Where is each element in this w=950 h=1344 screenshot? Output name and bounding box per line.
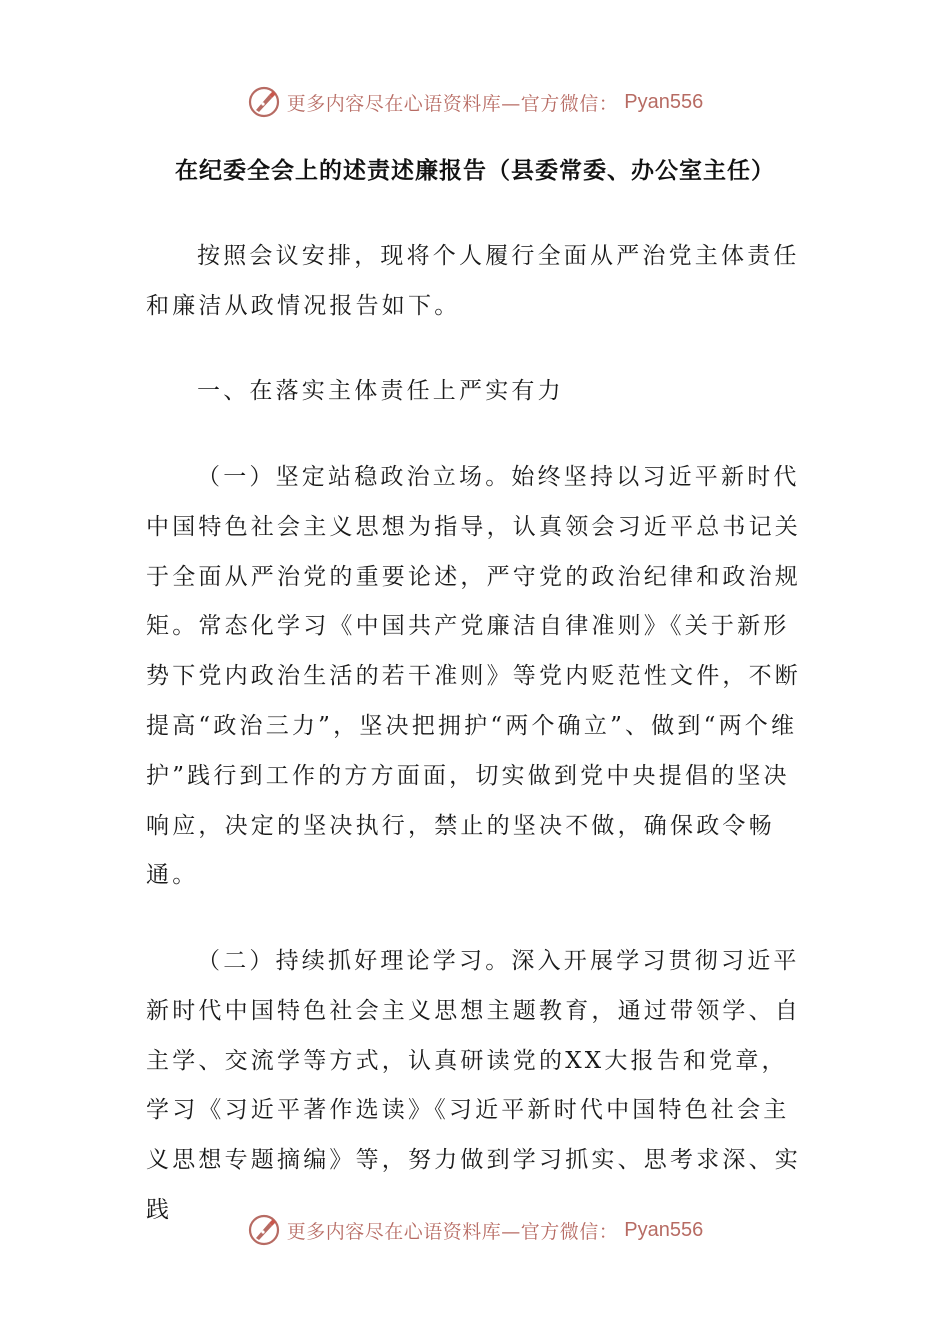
banner-wechat-id: Pyan556 bbox=[624, 90, 704, 113]
footer-banner bbox=[0, 1210, 950, 1250]
banner-wechat-id: Pyan556 bbox=[624, 1218, 704, 1241]
pen-nib-logo-icon bbox=[247, 1213, 281, 1247]
banner-text: 更多内容尽在心语资料库—官方微信： bbox=[286, 1220, 619, 1243]
section-heading-1: 一、在落实主体责任上严实有力 bbox=[197, 378, 564, 404]
pen-nib-logo-icon bbox=[247, 85, 281, 119]
paragraph-point-2: （二）持续抓好理论学习。深入开展学习贯彻习近平新时代中国特色社会主义思想主题教育，通过带领学、自主学、交流学等方式，认真研读党的XX大报告和党章，学习《习近平著作选读》《习近平新时代中国特色社会主义思想专题摘编》等，努力做到学习抓实、思考求深、实践 bbox=[146, 948, 801, 1223]
header-banner bbox=[0, 82, 950, 122]
banner-text: 更多内容尽在心语资料库—官方微信： bbox=[286, 92, 619, 115]
document-title: 在纪委全会上的述责述廉报告（县委常委、办公室主任） bbox=[175, 157, 775, 184]
paragraph-point-1: （一）坚定站稳政治立场。始终坚持以习近平新时代中国特色社会主义思想为指导，认真领会习近平总书记关于全面从严治党的重要论述，严守党的政治纪律和政治规矩。常态化学习《中国共产党廉洁自律准则》《关于新形势下党内政治生活的若干准则》等党内贬范性文件，不断提高“政治三力”，坚决把拥护“两个确立”、做到“两个维护”践行到工作的方方面面，切实做到党中央提倡的坚决响应，决定的坚决执行，禁止的坚决不做，确保政令畅通。 bbox=[146, 464, 801, 889]
paragraph-intro: 按照会议安排，现将个人履行全面从严治党主体责任和廉洁从政情况报告如下。 bbox=[146, 243, 800, 319]
